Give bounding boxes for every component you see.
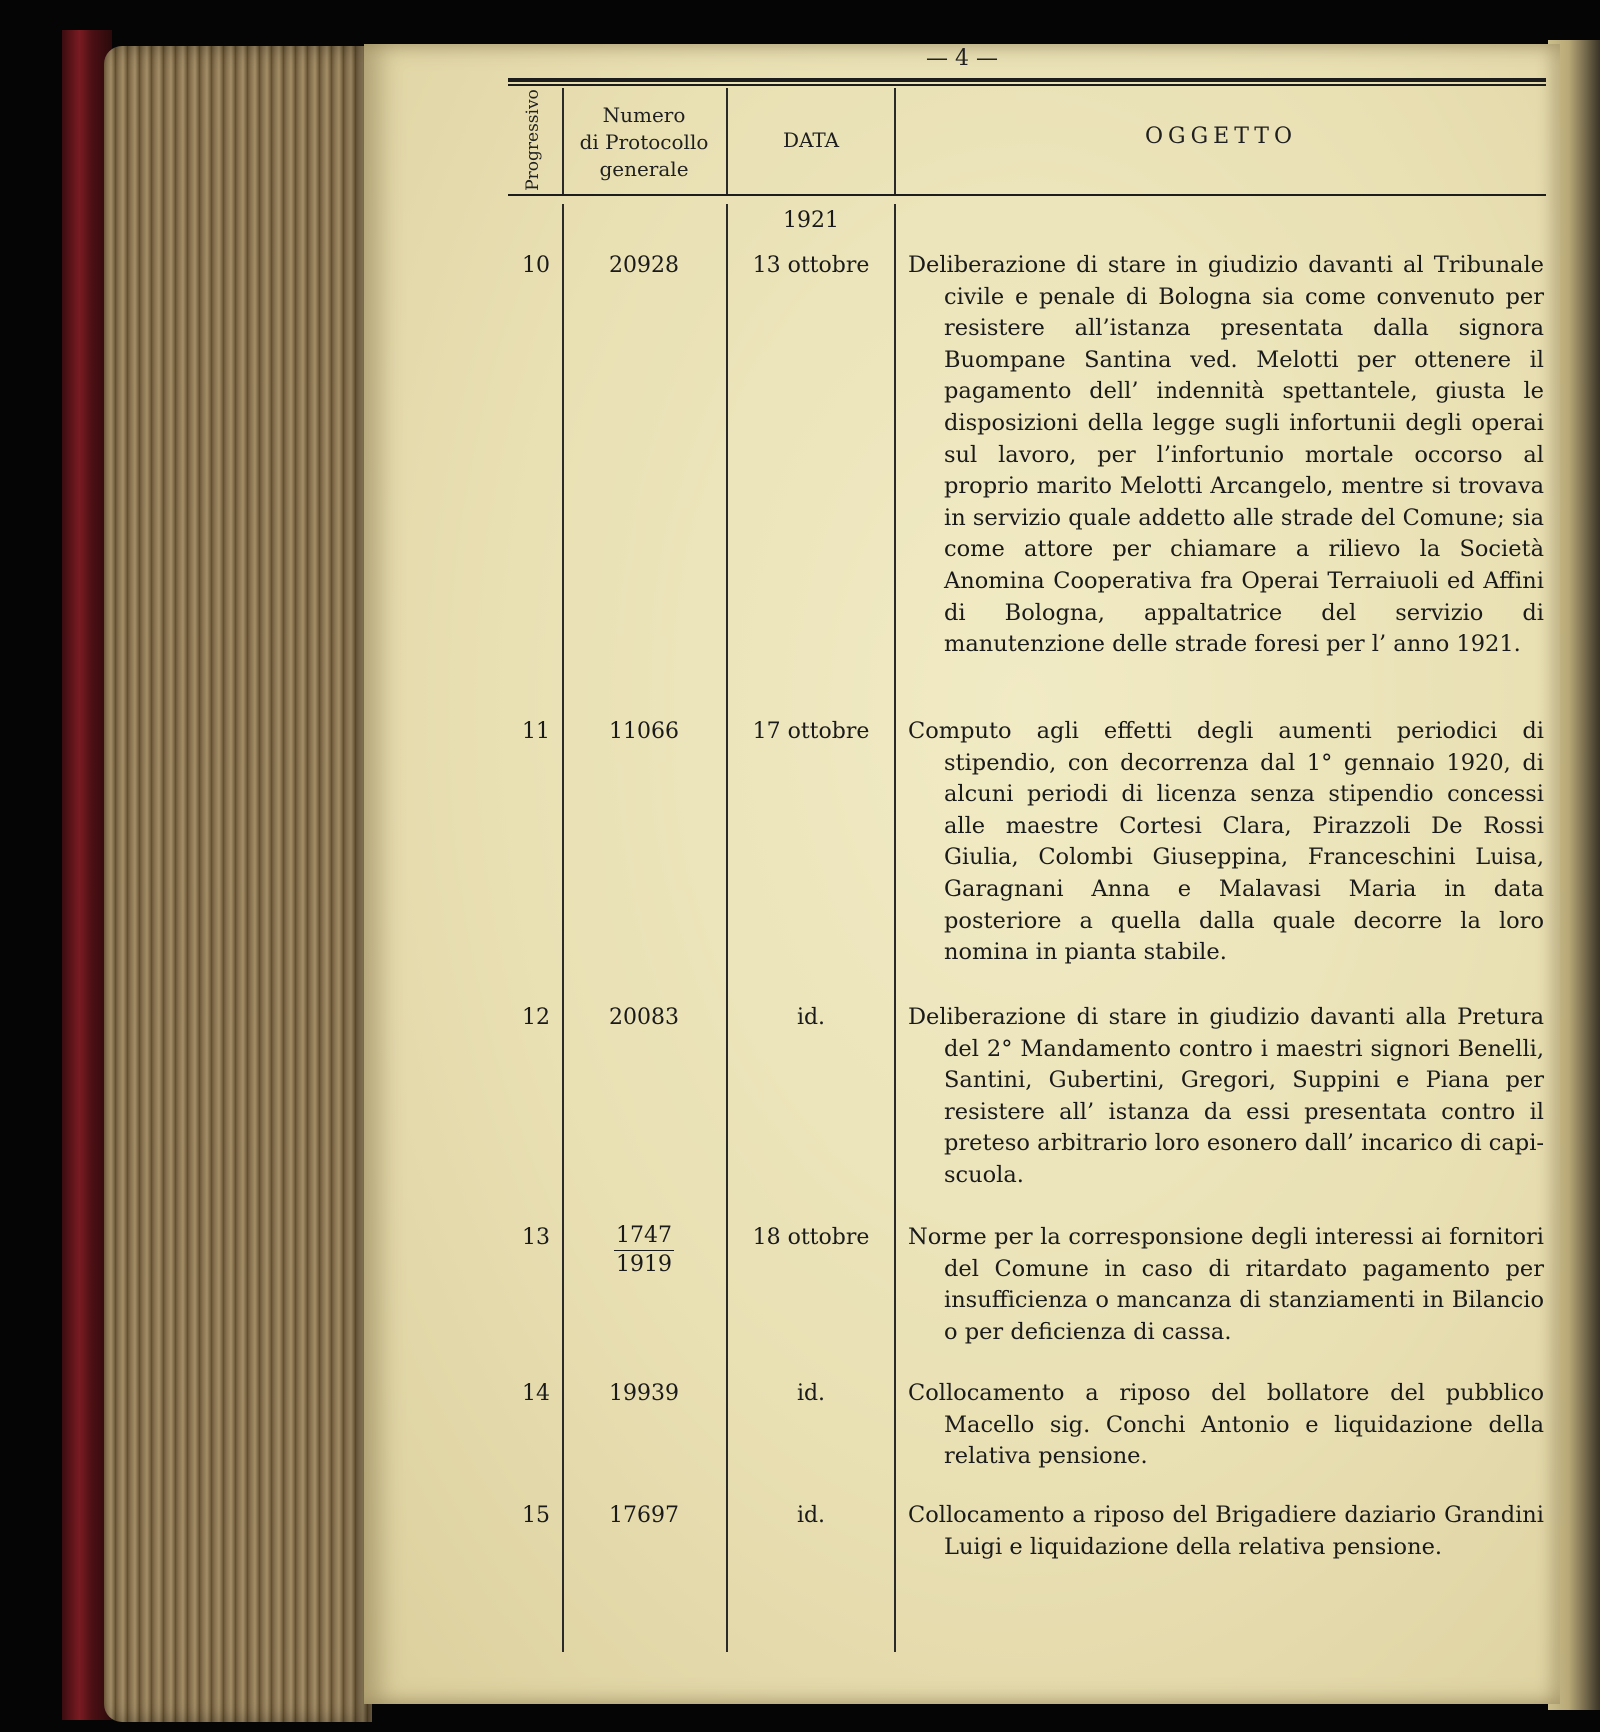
header-top-rule — [508, 78, 1546, 82]
row-progressivo: 10 — [522, 253, 550, 278]
register-page — [364, 44, 1560, 1704]
protocol-fraction — [614, 1222, 674, 1279]
row-progressivo: 11 — [522, 719, 550, 744]
header-numero-line2: di Protocollo — [579, 130, 709, 154]
row-data: 18 ottobre — [752, 1225, 870, 1250]
row-oggetto: Collocamento a riposo del Brigadiere daziario Grandini Luigi e liquidazione della relativa pensione. — [908, 1502, 1544, 1560]
row-progressivo: 15 — [522, 1503, 550, 1528]
row-progressivo: 13 — [522, 1225, 550, 1250]
row-data: 13 ottobre — [752, 253, 870, 278]
row-oggetto: Deliberazione di stare in giudizio davanti alla Pretura del 2° Mandamento contro i maestri signori Benelli, Santini, Gubertini, Gregori, Suppini e Piana per resistere all’ istanza da essi presentata contro il preteso arbitrario loro esonero dall’ incarico di capi-scuola. — [908, 1004, 1545, 1188]
column-divider — [726, 204, 728, 1652]
row-oggetto: Norme per la corresponsione degli interessi ai fornitori del Comune in caso di ritardato pagamento per insufficienza o mancanza di stanziamenti in Bilancio o per deficienza di cassa. — [908, 1224, 1544, 1345]
column-divider — [894, 204, 896, 1652]
row-numero: 20083 — [609, 1005, 679, 1030]
year-heading: 1921 — [783, 208, 839, 233]
header-numero-line3: generale — [599, 157, 689, 181]
row-oggetto: Computo agli effetti degli aumenti periodici di stipendio, con decorrenza dal 1° gennaio 1920, di alcuni periodi di licenza senza stipendio concessi alle maestre Cortesi Clara, Pirazzoli De Rossi Giulia, Colombi Giuseppina, Franceschini Luisa, Garagnani Anna e Malavasi Maria in data posteriore a quella dalla quale decorre la loro nomina in pianta stabile. — [908, 718, 1544, 966]
header-top-rule-thin — [508, 84, 1546, 86]
row-oggetto: Collocamento a riposo del bollatore del pubblico Macello sig. Conchi Antonio e liquidazione della relativa pensione. — [908, 1380, 1544, 1470]
header-oggetto: OGGETTO — [1144, 124, 1298, 149]
protocol-numerator: 1747 — [614, 1222, 674, 1251]
row-numero-fraction — [564, 1222, 724, 1281]
row-numero: 19939 — [609, 1381, 679, 1406]
protocol-denominator: 1919 — [616, 1252, 672, 1277]
row-oggetto: Deliberazione di stare in giudizio davanti al Tribunale civile e penale di Bologna sia come convenuto per resistere all’istanza presentata dalla signora Buompane Santina ved. Melotti per ottenere il pagamento dell’ indennità spettantele, giusta le disposizioni della legge sugli infortunii degli operai sul lavoro, per l’infortunio mortale occorso al proprio marito Melotti Arcangelo, mentre si trovava in servizio quale addetto alle strade del Comune; sia come attore per chiamare a rilievo la Società Anomina Cooperativa fra Operai Terraiuoli ed Affini di Bologna, appaltatrice del servizio di manutenzione delle strade foresi per l’ anno 1921. — [908, 252, 1544, 658]
column-divider — [562, 204, 564, 1652]
row-data: id. — [796, 1005, 826, 1030]
row-numero: 20928 — [609, 253, 679, 278]
page-number: — 4 — — [926, 46, 998, 71]
header-progressivo — [508, 88, 558, 192]
header-numero-line1: Numero — [602, 103, 686, 127]
row-progressivo: 14 — [522, 1381, 550, 1406]
row-progressivo: 12 — [522, 1005, 550, 1030]
row-numero: 17697 — [609, 1503, 679, 1528]
row-numero: 11066 — [609, 719, 679, 744]
row-data: 17 ottobre — [752, 719, 870, 744]
header-data: DATA — [782, 128, 840, 152]
header-bottom-rule — [508, 194, 1546, 196]
page-edges — [104, 46, 372, 1722]
row-data: id. — [796, 1503, 826, 1528]
header-numero-protocollo — [564, 102, 724, 183]
row-data: id. — [796, 1381, 826, 1406]
header-progressivo-label: Progressivo — [523, 89, 543, 191]
